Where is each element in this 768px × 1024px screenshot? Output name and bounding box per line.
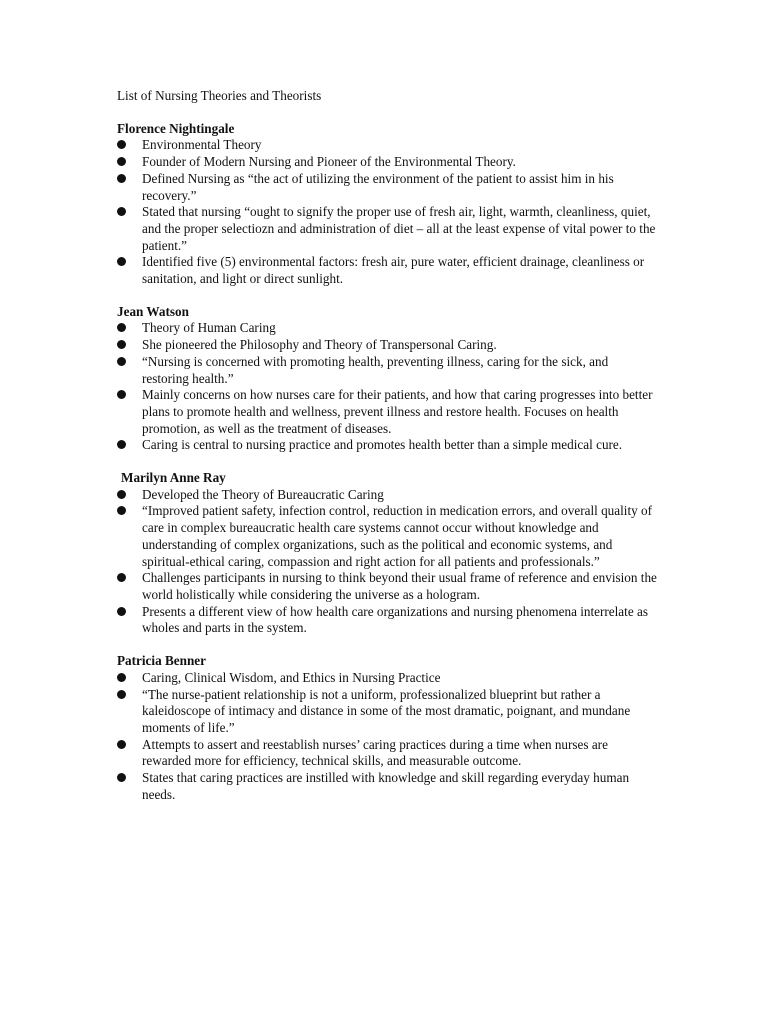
bullet-icon — [117, 773, 126, 782]
list-item — [117, 354, 657, 387]
list-item — [117, 770, 657, 803]
bullet-icon — [117, 357, 126, 366]
section-patricia-benner — [117, 653, 657, 803]
list-item-text: Mainly concerns on how nurses care for their patients, and how that caring progresses into better plans to promote health and wellness, prevent illness and restore health. Focuses on health promotion, as well as the treatment of diseases. — [142, 387, 653, 436]
list-item — [117, 337, 657, 354]
bullet-icon — [117, 157, 126, 166]
list-item-text: Developed the Theory of Bureaucratic Caring — [142, 486, 384, 502]
bullet-icon — [117, 690, 126, 699]
list-item — [117, 670, 657, 687]
list-item-text: Challenges participants in nursing to think beyond their usual frame of reference and envision the world holistically while considering the universe as a hologram. — [142, 570, 657, 602]
bullet-icon — [117, 740, 126, 749]
list-item — [117, 254, 657, 287]
list-item-text: States that caring practices are instilled with knowledge and skill regarding everyday human needs. — [142, 770, 630, 802]
bullet-list — [117, 487, 657, 637]
section-jean-watson — [117, 304, 657, 454]
list-item-text: Stated that nursing “ought to signify the proper use of fresh air, light, warmth, cleanliness, quiet, and the proper selectiozn and administration of diet – all at the least expense of vital power to the patient.” — [142, 204, 656, 253]
list-item-text: Theory of Human Caring — [142, 320, 276, 336]
list-item — [117, 437, 657, 454]
list-item — [117, 604, 657, 637]
bullet-icon — [117, 573, 126, 582]
bullet-icon — [117, 140, 126, 149]
document-title: List of Nursing Theories and Theorists — [117, 88, 322, 103]
list-item — [117, 570, 657, 603]
bullet-icon — [117, 607, 126, 616]
list-item-text: Founder of Modern Nursing and Pioneer of the Environmental Theory. — [142, 154, 516, 170]
list-item — [117, 171, 657, 204]
section-heading: Patricia Benner — [117, 653, 206, 669]
list-item-text: “Nursing is concerned with promoting health, preventing illness, caring for the sick, and restoring health.” — [142, 353, 609, 386]
list-item-text: Defined Nursing as “the act of utilizing the environment of the patient to assist him in his recovery.” — [142, 170, 614, 203]
list-item — [117, 320, 657, 337]
bullet-icon — [117, 174, 126, 183]
list-item — [117, 737, 657, 770]
document-page — [117, 88, 657, 819]
list-item — [117, 154, 657, 171]
list-item — [117, 487, 657, 504]
list-item-text: Presents a different view of how health care organizations and nursing phenomena interrelate as wholes and parts in the system. — [142, 603, 648, 636]
list-item-text: Caring is central to nursing practice and promotes health better than a simple medical cure. — [142, 437, 623, 453]
bullet-icon — [117, 490, 126, 499]
bullet-list — [117, 137, 657, 287]
bullet-list — [117, 670, 657, 804]
bullet-icon — [117, 390, 126, 399]
list-item — [117, 204, 657, 254]
bullet-icon — [117, 257, 126, 266]
list-item — [117, 503, 657, 570]
bullet-icon — [117, 506, 126, 515]
section-marilyn-anne-ray — [117, 470, 657, 637]
list-item — [117, 137, 657, 154]
section-florence-nightingale — [117, 121, 657, 288]
bullet-icon — [117, 440, 126, 449]
list-item-text: “Improved patient safety, infection control, reduction in medication errors, and overall quality of care in complex bureaucratic health care systems cannot occur without knowledge and understanding of complex organizations, such as the political and economic systems, and spiritual-ethical caring, compassion and right action for all patients and professionals.” — [142, 503, 652, 569]
list-item-text: Attempts to assert and reestablish nurses’ caring practices during a time when nurses are rewarded more for efficiency, technical skills, and measurable outcome. — [142, 736, 608, 769]
section-heading: Marilyn Anne Ray — [121, 470, 226, 486]
bullet-icon — [117, 340, 126, 349]
bullet-list — [117, 320, 657, 454]
list-item-text: Caring, Clinical Wisdom, and Ethics in Nursing Practice — [142, 669, 441, 685]
list-item-text: Identified five (5) environmental factors: fresh air, pure water, efficient drainage, cleanliness or sanitation, and light or direct sunlight. — [142, 254, 645, 287]
list-item-text: She pioneered the Philosophy and Theory of Transpersonal Caring. — [142, 337, 497, 353]
bullet-icon — [117, 673, 126, 682]
list-item-text: “The nurse-patient relationship is not a uniform, professionalized blueprint but rather a kaleidoscope of intimacy and distance in some of the most dramatic, poignant, and mundane moments of life.” — [142, 686, 631, 735]
section-heading: Jean Watson — [117, 303, 189, 319]
bullet-icon — [117, 207, 126, 216]
list-item — [117, 387, 657, 437]
list-item-text: Environmental Theory — [142, 137, 262, 153]
list-item — [117, 687, 657, 737]
bullet-icon — [117, 323, 126, 332]
section-heading: Florence Nightingale — [117, 120, 235, 136]
